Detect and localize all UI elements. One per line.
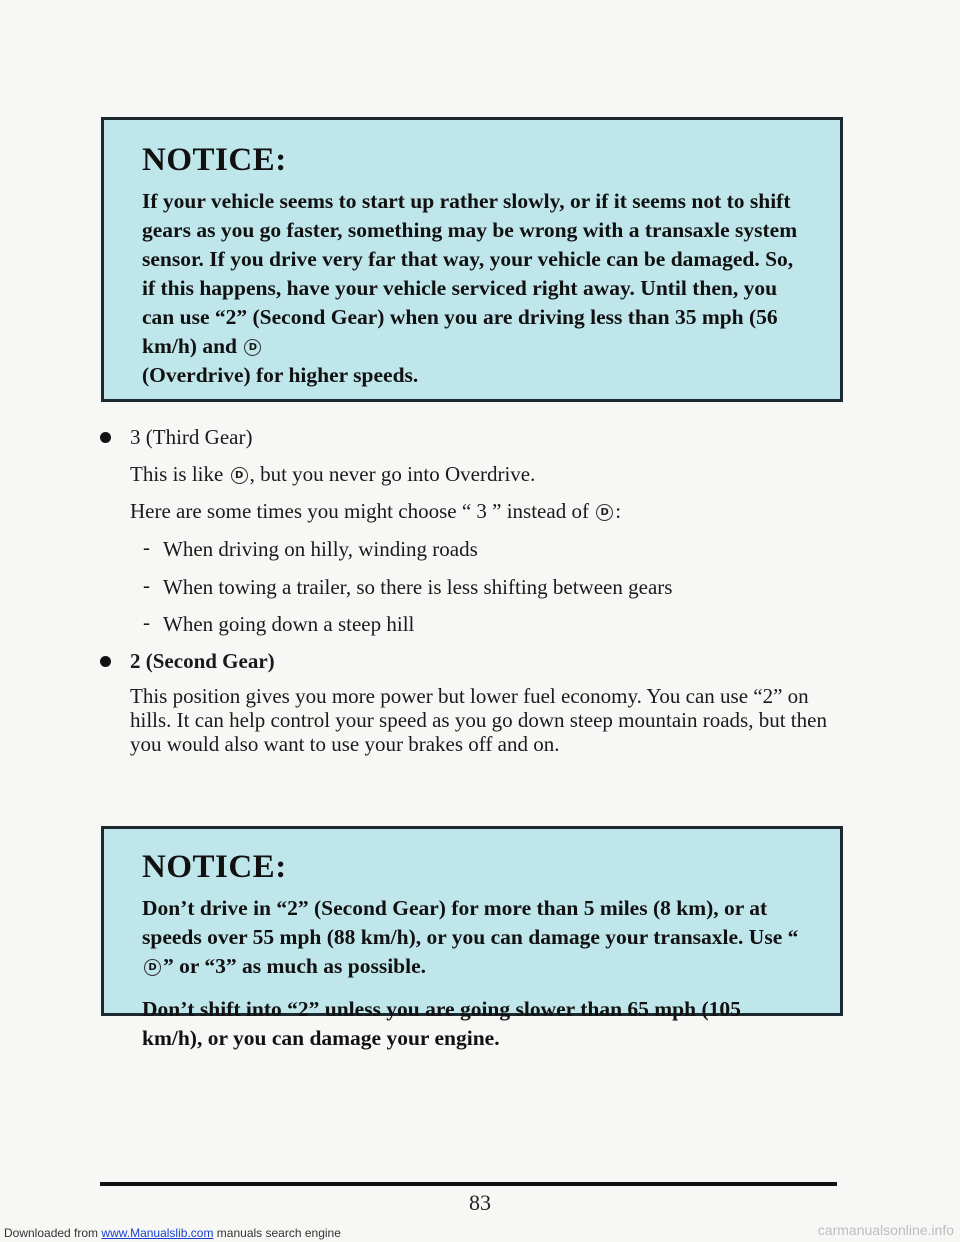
list-dash: - [143,535,150,559]
page-number: 83 [469,1190,491,1215]
list-item: When towing a trailer, so there is less shifting between gears [163,575,673,599]
list-item: When going down a steep hill [163,612,415,636]
list-item: When driving on hilly, winding roads [163,537,478,561]
download-credit: Downloaded from www.Manualslib.com manuals search engine [4,1226,341,1240]
footer-rule [100,1182,837,1186]
overdrive-icon: D [244,339,261,356]
list-dash: - [143,610,150,634]
notice-body [142,187,804,390]
list-dash: - [143,573,150,597]
watermark: carmanualsonline.info [817,1222,954,1238]
notice-title: NOTICE: [142,142,287,178]
third-gear-intro: Here are some times you might choose “ 3 ” instead of D : [130,499,622,523]
notice-title: NOTICE: [142,849,287,885]
third-gear-desc: This is like D , but you never go into Overdrive. [130,462,536,486]
bullet-icon [100,656,111,667]
second-gear-body: This position gives you more power but lower fuel economy. You can use “2” on hills. It can help control your speed as you go down steep mountain roads, but then you would also want to use your brakes off and on. [130,684,827,756]
second-gear-heading: 2 (Second Gear) [130,649,275,673]
overdrive-icon: D [596,504,613,521]
notice-body: Don’t drive in “2” (Second Gear) for more than 5 miles (8 km), or at speeds over 55 mph (88 km/h), or you can damage your transaxle. Use “D ” or “3” as much as possible. [142,896,799,978]
notice-body-2: Don’t shift into “2” unless you are going slower than 65 mph (105 km/h), or you can damage your engine. [142,997,741,1050]
notice-text-end: (Overdrive) for higher speeds. [142,363,419,387]
overdrive-icon: D [231,467,248,484]
overdrive-icon: D [144,959,161,976]
bullet-icon [100,432,111,443]
notice-box-top [101,117,843,402]
notice-text: If your vehicle seems to start up rather slowly, or if it seems not to shift gears as you go faster, something may be wrong with a transaxle system sensor. If you drive very far that way, your vehicle can be damaged. So, if this happens, have your vehicle serviced right away. Until then, you can use “2” (Second Gear) when you are driving less than 35 mph (56 km/h) and [142,189,798,358]
notice-box-bottom [101,826,843,1050]
third-gear-heading: 3 (Third Gear) [130,425,253,449]
manualslib-link[interactable]: www.Manualslib.com [101,1226,214,1240]
